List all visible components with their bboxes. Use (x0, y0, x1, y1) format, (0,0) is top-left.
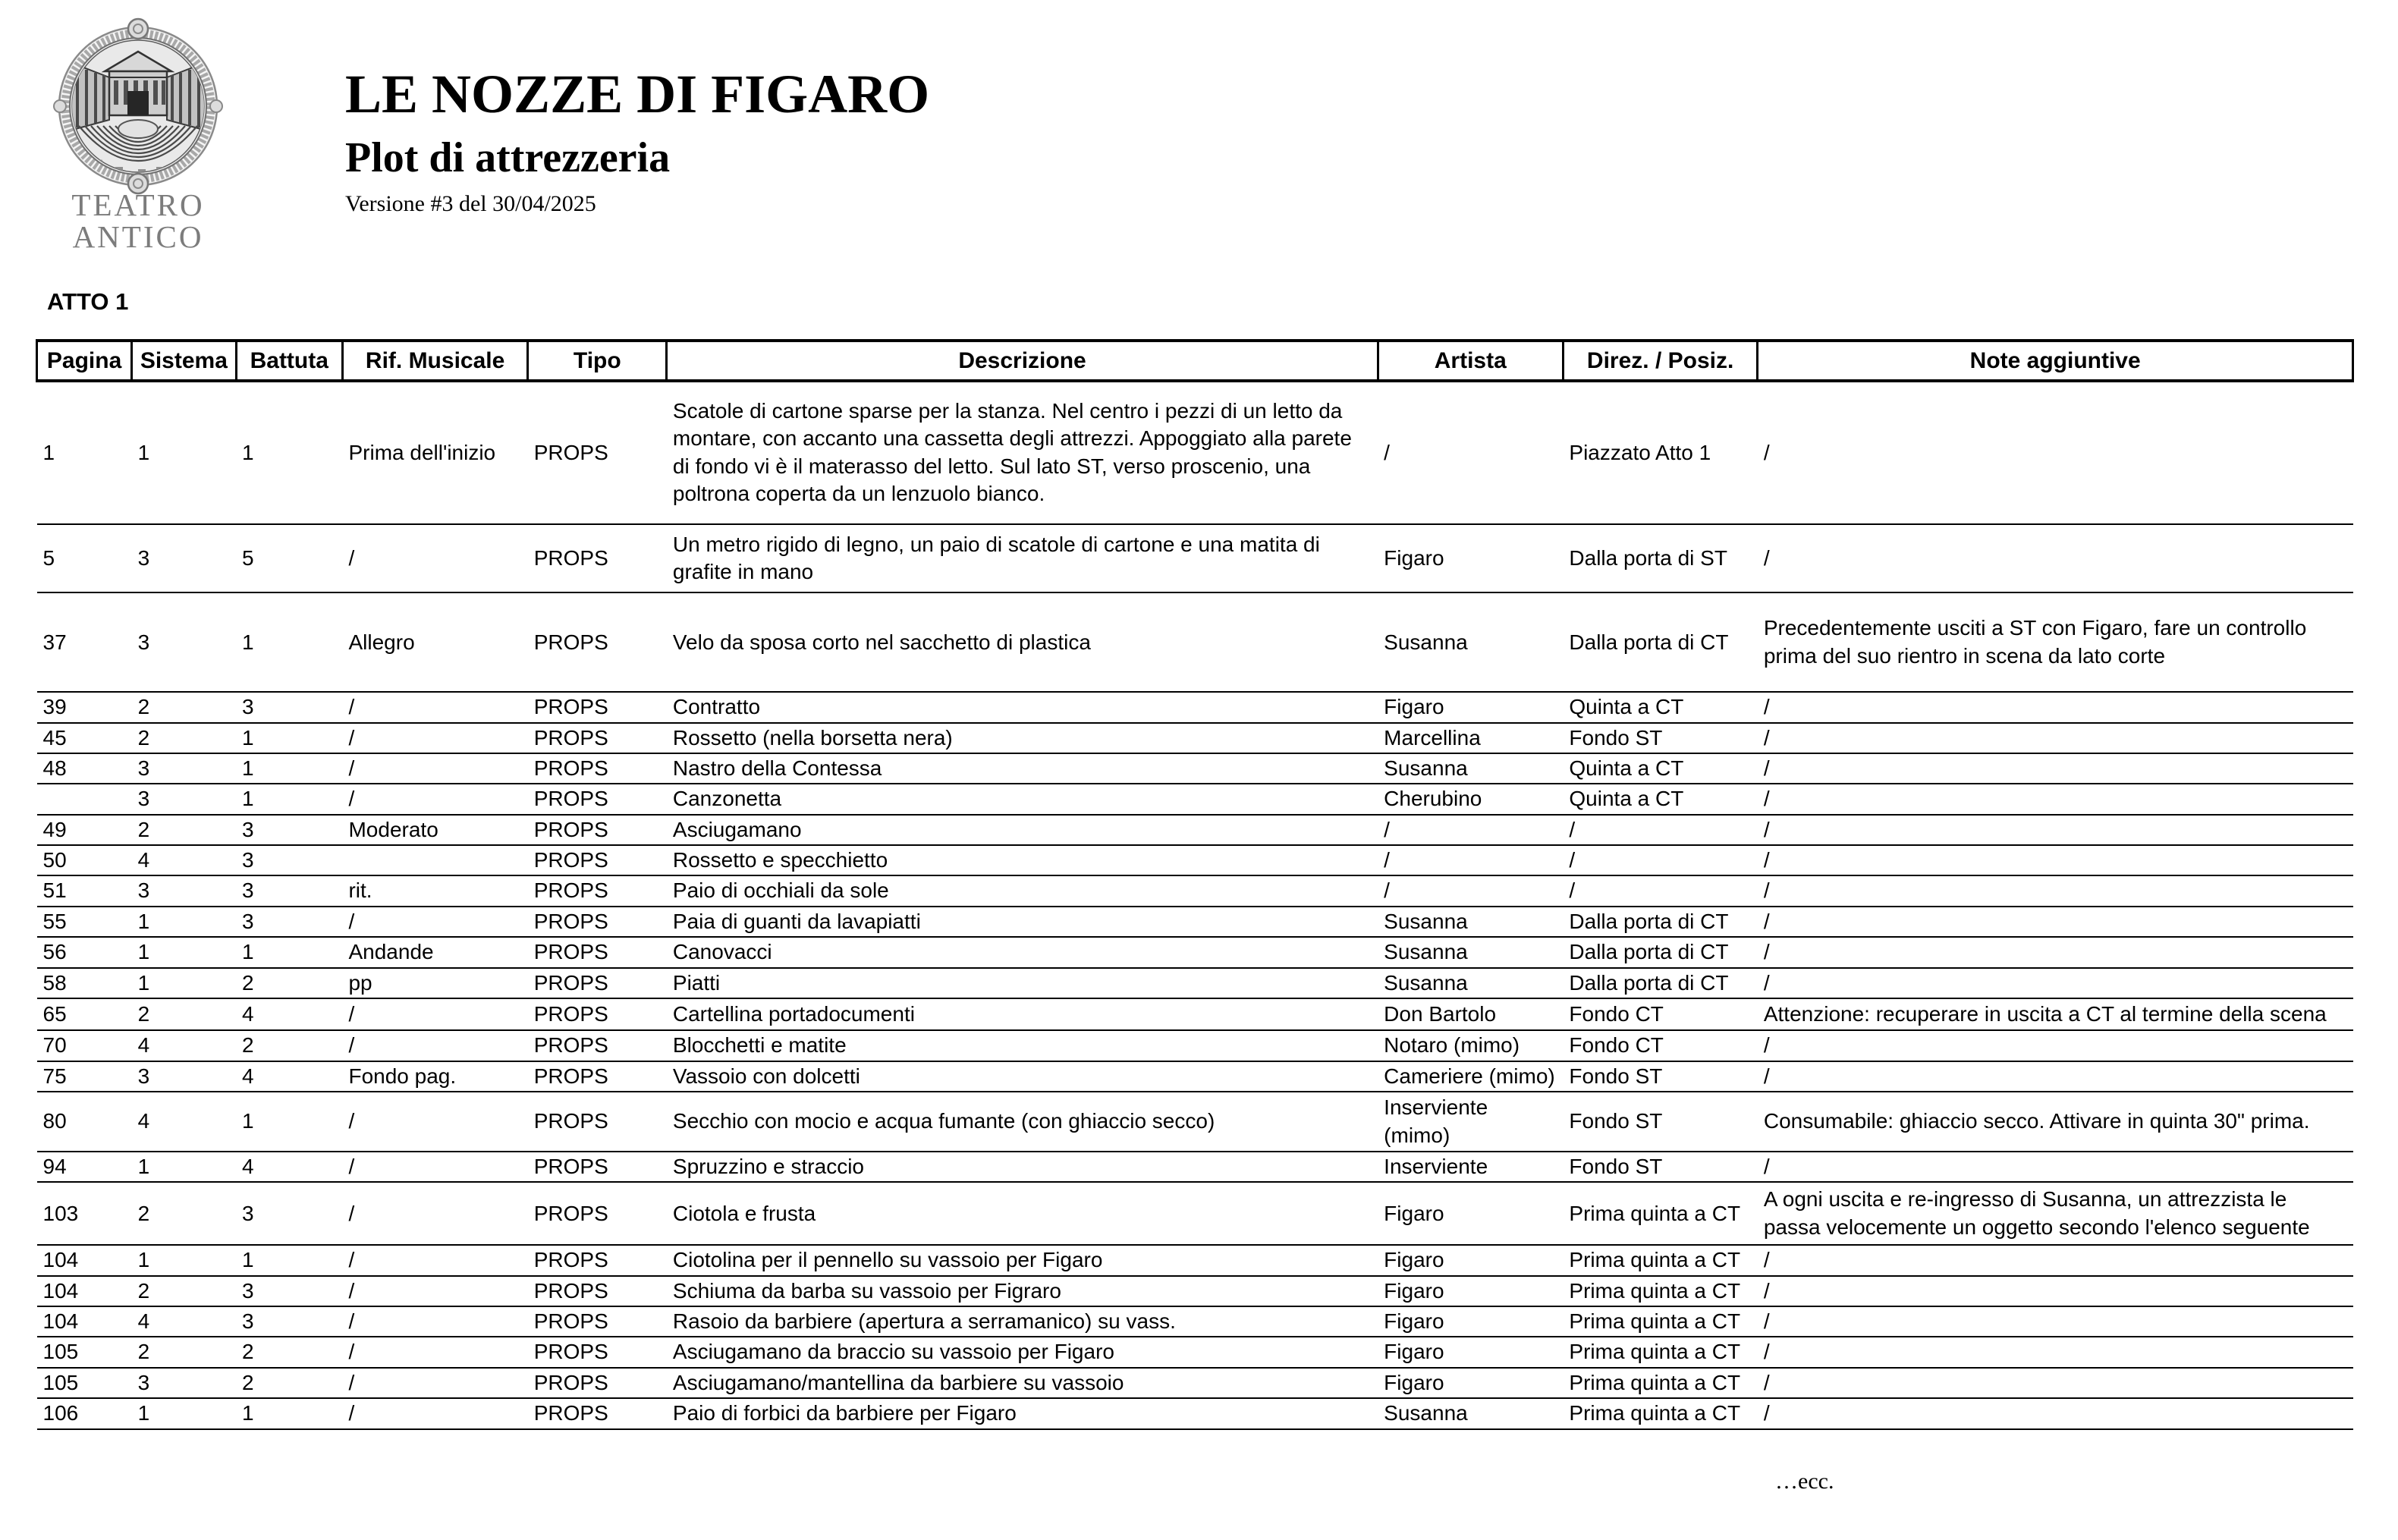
table-cell: Fondo CT (1563, 998, 1757, 1030)
table-cell: / (1758, 524, 2353, 593)
props-plot-table (36, 339, 2354, 1430)
table-cell: 4 (236, 1152, 342, 1182)
table-cell: 103 (37, 1182, 132, 1245)
table-row (37, 784, 2353, 814)
table-cell: Andande (342, 937, 527, 967)
table-cell: 1 (37, 381, 132, 524)
table-cell: 2 (132, 692, 236, 722)
table-cell: Figaro (1378, 1368, 1563, 1398)
table-cell: 3 (132, 784, 236, 814)
table-cell: / (342, 1306, 527, 1337)
table-cell: / (1758, 937, 2353, 967)
document-title: LE NOZZE DI FIGARO (345, 64, 930, 124)
table-cell: 2 (236, 1337, 342, 1367)
table-cell: Susanna (1378, 592, 1563, 692)
table-cell: / (1378, 381, 1563, 524)
table-cell: / (342, 998, 527, 1030)
table-cell: / (342, 784, 527, 814)
table-cell: 1 (132, 1398, 236, 1428)
table-cell: PROPS (528, 524, 667, 593)
table-cell: Paio di occhiali da sole (667, 875, 1378, 906)
table-cell: PROPS (528, 753, 667, 784)
table-cell: Figaro (1378, 1276, 1563, 1306)
table-cell: 51 (37, 875, 132, 906)
table-cell: / (1378, 815, 1563, 845)
column-header: Pagina (37, 341, 132, 381)
table-cell: 104 (37, 1306, 132, 1337)
table-cell: pp (342, 968, 527, 998)
table-cell: Prima dell'inizio (342, 381, 527, 524)
table-cell: / (1758, 1061, 2353, 1092)
table-row (37, 937, 2353, 967)
table-cell: PROPS (528, 845, 667, 875)
table-cell: / (1758, 968, 2353, 998)
table-cell: 104 (37, 1245, 132, 1275)
table-cell: 55 (37, 907, 132, 937)
table-cell: / (1758, 1245, 2353, 1275)
table-cell: / (1758, 1306, 2353, 1337)
table-header (37, 341, 2353, 381)
table-cell: PROPS (528, 1152, 667, 1182)
table-cell: Canzonetta (667, 784, 1378, 814)
table-cell: PROPS (528, 723, 667, 753)
table-cell: 75 (37, 1061, 132, 1092)
table-cell: / (1758, 1030, 2353, 1061)
column-header: Tipo (528, 341, 667, 381)
table-cell: 4 (236, 998, 342, 1030)
table-cell: Attenzione: recuperare in uscita a CT al termine della scena (1758, 998, 2353, 1030)
table-cell: 56 (37, 937, 132, 967)
table-cell: PROPS (528, 1306, 667, 1337)
table-cell: Dalla porta di CT (1563, 907, 1757, 937)
table-cell: Contratto (667, 692, 1378, 722)
table-cell: 39 (37, 692, 132, 722)
table-cell: / (1758, 1337, 2353, 1367)
table-cell: Allegro (342, 592, 527, 692)
table-cell: / (342, 907, 527, 937)
table-cell: PROPS (528, 907, 667, 937)
table-cell: Prima quinta a CT (1563, 1337, 1757, 1367)
table-cell: Rossetto (nella borsetta nera) (667, 723, 1378, 753)
table-cell: Inserviente (1378, 1152, 1563, 1182)
table-cell: / (1758, 907, 2353, 937)
table-cell: 49 (37, 815, 132, 845)
table-cell: Schiuma da barba su vassoio per Figraro (667, 1276, 1378, 1306)
table-cell: Figaro (1378, 692, 1563, 722)
table-header-row (37, 341, 2353, 381)
table-cell: 3 (132, 875, 236, 906)
table-cell: Quinta a CT (1563, 784, 1757, 814)
table-cell: / (342, 524, 527, 593)
table-row (37, 723, 2353, 753)
table-cell: / (1758, 845, 2353, 875)
table-cell: 1 (132, 381, 236, 524)
table-cell: 1 (236, 753, 342, 784)
version-label: Versione #3 del 30/04/2025 (345, 191, 596, 216)
table-cell: PROPS (528, 1398, 667, 1428)
table-row (37, 1061, 2353, 1092)
table-cell: Susanna (1378, 907, 1563, 937)
table-cell: 58 (37, 968, 132, 998)
table-row (37, 845, 2353, 875)
table-cell: PROPS (528, 998, 667, 1030)
table-cell: / (1563, 815, 1757, 845)
table-cell: 1 (236, 381, 342, 524)
table-cell: Canovacci (667, 937, 1378, 967)
table-cell: Don Bartolo (1378, 998, 1563, 1030)
table-cell: 3 (236, 692, 342, 722)
table-cell: 3 (236, 1306, 342, 1337)
table-cell: 1 (236, 592, 342, 692)
column-header: Note aggiuntive (1758, 341, 2353, 381)
table-cell: Susanna (1378, 937, 1563, 967)
table-cell: Fondo ST (1563, 723, 1757, 753)
table-cell: / (1758, 875, 2353, 906)
table-cell: / (1758, 723, 2353, 753)
table-cell: Cartellina portadocumenti (667, 998, 1378, 1030)
table-cell: 3 (236, 845, 342, 875)
table-cell: / (1758, 692, 2353, 722)
title-block (345, 64, 930, 216)
table-cell: Figaro (1378, 1337, 1563, 1367)
table-cell: 2 (132, 1182, 236, 1245)
table-cell: PROPS (528, 1368, 667, 1398)
table-cell: 65 (37, 998, 132, 1030)
table-cell: / (342, 1030, 527, 1061)
table-cell: 3 (132, 1368, 236, 1398)
table-cell: 4 (132, 1092, 236, 1152)
logo-text-line2: ANTICO (72, 219, 204, 253)
column-header: Rif. Musicale (342, 341, 527, 381)
table-cell: 2 (236, 968, 342, 998)
table-cell: 1 (236, 723, 342, 753)
table-cell: 3 (236, 815, 342, 845)
table-cell: / (1758, 815, 2353, 845)
table-cell: Notaro (mimo) (1378, 1030, 1563, 1061)
table-cell: / (1758, 1152, 2353, 1182)
table-cell: Nastro della Contessa (667, 753, 1378, 784)
table-cell: Prima quinta a CT (1563, 1306, 1757, 1337)
table-cell: 2 (132, 1337, 236, 1367)
table-cell: Inserviente (mimo) (1378, 1092, 1563, 1152)
table-cell: 3 (132, 753, 236, 784)
column-header: Artista (1378, 341, 1563, 381)
table-cell: 4 (132, 1030, 236, 1061)
table-row (37, 815, 2353, 845)
table-cell: A ogni uscita e re-ingresso di Susanna, un attrezzista le passa velocemente un oggetto secondo l'elenco seguente (1758, 1182, 2353, 1245)
table-cell: 45 (37, 723, 132, 753)
table-cell: 1 (236, 1245, 342, 1275)
table-row (37, 381, 2353, 524)
table-cell: 37 (37, 592, 132, 692)
table-cell: PROPS (528, 1092, 667, 1152)
table-cell: Ciotola e frusta (667, 1182, 1378, 1245)
table-cell: / (342, 1092, 527, 1152)
table-row (37, 692, 2353, 722)
table-cell: Dalla porta di CT (1563, 937, 1757, 967)
table-cell: / (1758, 753, 2353, 784)
table-cell: Consumabile: ghiaccio secco. Attivare in quinta 30" prima. (1758, 1092, 2353, 1152)
table-cell: Piazzato Atto 1 (1563, 381, 1757, 524)
table-cell: 3 (236, 1182, 342, 1245)
table-cell: Dalla porta di ST (1563, 524, 1757, 593)
table-cell: 2 (236, 1368, 342, 1398)
table-cell: Precedentemente usciti a ST con Figaro, fare un controllo prima del suo rientro in scena da lato corte (1758, 592, 2353, 692)
table-cell: PROPS (528, 937, 667, 967)
table-cell: Quinta a CT (1563, 753, 1757, 784)
table-cell: Paio di forbici da barbiere per Figaro (667, 1398, 1378, 1428)
table-cell: / (1758, 1398, 2353, 1428)
table-cell: 1 (132, 968, 236, 998)
table-cell: Fondo ST (1563, 1092, 1757, 1152)
table-cell: / (1563, 875, 1757, 906)
table-cell: 3 (132, 592, 236, 692)
table-cell: 1 (132, 937, 236, 967)
table-cell: PROPS (528, 968, 667, 998)
table-cell: Fondo CT (1563, 1030, 1757, 1061)
table-row (37, 907, 2353, 937)
table-row (37, 524, 2353, 593)
table-cell: 1 (236, 937, 342, 967)
table-cell: 2 (132, 815, 236, 845)
table-cell: Prima quinta a CT (1563, 1182, 1757, 1245)
table-cell: / (1758, 381, 2353, 524)
table-cell: 70 (37, 1030, 132, 1061)
table-cell: / (342, 723, 527, 753)
table-cell: 4 (132, 1306, 236, 1337)
table-cell: Secchio con mocio e acqua fumante (con ghiaccio secco) (667, 1092, 1378, 1152)
table-cell: 5 (37, 524, 132, 593)
table-row (37, 1182, 2353, 1245)
table-cell: 2 (132, 1276, 236, 1306)
etcetera-note: …ecc. (1775, 1469, 1834, 1494)
table-cell: PROPS (528, 1245, 667, 1275)
table-cell: PROPS (528, 692, 667, 722)
table-row (37, 1368, 2353, 1398)
table-cell: 94 (37, 1152, 132, 1182)
table-cell: Blocchetti e matite (667, 1030, 1378, 1061)
table-cell: 80 (37, 1092, 132, 1152)
table-cell: Rasoio da barbiere (apertura a serramanico) su vass. (667, 1306, 1378, 1337)
table-cell: / (1563, 845, 1757, 875)
table-cell: 48 (37, 753, 132, 784)
table-cell: 4 (236, 1061, 342, 1092)
table-cell: Asciugamano da braccio su vassoio per Figaro (667, 1337, 1378, 1367)
table-cell: PROPS (528, 1337, 667, 1367)
table-row (37, 1306, 2353, 1337)
table-cell: Rossetto e specchietto (667, 845, 1378, 875)
table-cell: Figaro (1378, 1306, 1563, 1337)
table-cell: Prima quinta a CT (1563, 1245, 1757, 1275)
document-subtitle: Plot di attrezzeria (345, 134, 671, 181)
table-cell: rit. (342, 875, 527, 906)
table-cell: Cherubino (1378, 784, 1563, 814)
column-header: Battuta (236, 341, 342, 381)
table-cell (37, 784, 132, 814)
table-row (37, 1152, 2353, 1182)
table-cell: PROPS (528, 784, 667, 814)
table-row (37, 1276, 2353, 1306)
table-cell: PROPS (528, 875, 667, 906)
table-cell: 105 (37, 1337, 132, 1367)
table-row (37, 968, 2353, 998)
table-cell: 106 (37, 1398, 132, 1428)
table-cell: 1 (236, 1398, 342, 1428)
table-cell: 1 (132, 1245, 236, 1275)
table-row (37, 1245, 2353, 1275)
table-cell: Dalla porta di CT (1563, 592, 1757, 692)
table-cell: Fondo pag. (342, 1061, 527, 1092)
logo-text-line1: TEATRO (71, 187, 205, 222)
table-cell: Dalla porta di CT (1563, 968, 1757, 998)
table-cell: PROPS (528, 592, 667, 692)
table-row (37, 592, 2353, 692)
table-cell: Figaro (1378, 524, 1563, 593)
column-header: Descrizione (667, 341, 1378, 381)
table-cell: / (1378, 845, 1563, 875)
table-cell (342, 845, 527, 875)
table-cell: 2 (132, 998, 236, 1030)
table-cell: 5 (236, 524, 342, 593)
column-header: Sistema (132, 341, 236, 381)
table-cell: 1 (132, 907, 236, 937)
table-cell: 1 (132, 1152, 236, 1182)
table-cell: Ciotolina per il pennello su vassoio per Figaro (667, 1245, 1378, 1275)
table-cell: Velo da sposa corto nel sacchetto di plastica (667, 592, 1378, 692)
table-cell: Prima quinta a CT (1563, 1398, 1757, 1428)
table-cell: / (342, 1182, 527, 1245)
table-cell: PROPS (528, 1061, 667, 1092)
table-cell: Asciugamano/mantellina da barbiere su vassoio (667, 1368, 1378, 1398)
column-header: Direz. / Posiz. (1563, 341, 1757, 381)
table-cell: Moderato (342, 815, 527, 845)
table-cell: Spruzzino e straccio (667, 1152, 1378, 1182)
table-cell: PROPS (528, 815, 667, 845)
table-row (37, 1398, 2353, 1428)
act-heading: ATTO 1 (47, 288, 129, 315)
table-cell: / (342, 692, 527, 722)
table-cell: 2 (236, 1030, 342, 1061)
table-cell: 3 (132, 524, 236, 593)
table-cell: Cameriere (mimo) (1378, 1061, 1563, 1092)
table-row (37, 1030, 2353, 1061)
table-cell: Fondo ST (1563, 1152, 1757, 1182)
table-cell: / (1758, 784, 2353, 814)
table-cell: Marcellina (1378, 723, 1563, 753)
table-cell: Susanna (1378, 968, 1563, 998)
table-cell: PROPS (528, 1276, 667, 1306)
table-cell: Vassoio con dolcetti (667, 1061, 1378, 1092)
table-cell: 105 (37, 1368, 132, 1398)
table-cell: / (342, 1337, 527, 1367)
table-cell: / (1378, 875, 1563, 906)
table-cell: Quinta a CT (1563, 692, 1757, 722)
table-cell: 3 (132, 1061, 236, 1092)
table-cell: 3 (236, 1276, 342, 1306)
table-row (37, 875, 2353, 906)
table-cell: / (342, 1398, 527, 1428)
table-cell: Susanna (1378, 1398, 1563, 1428)
table-cell: / (1758, 1276, 2353, 1306)
table-cell: Prima quinta a CT (1563, 1368, 1757, 1398)
table-cell: 2 (132, 723, 236, 753)
table-row (37, 1092, 2353, 1152)
theater-logo (50, 17, 226, 257)
table-cell: Scatole di cartone sparse per la stanza. Nel centro i pezzi di un letto da montare, con accanto una cassetta degli attrezzi. Appoggiato alla parete di fondo vi è il materasso del letto. Sul lato ST, verso proscenio, una poltrona coperta da un lenzuolo bianco. (667, 381, 1378, 524)
table-cell: Un metro rigido di legno, un paio di scatole di cartone e una matita di grafite in mano (667, 524, 1378, 593)
table-cell: PROPS (528, 381, 667, 524)
table-cell: Asciugamano (667, 815, 1378, 845)
table-cell: Prima quinta a CT (1563, 1276, 1757, 1306)
table-cell: 104 (37, 1276, 132, 1306)
table-cell: PROPS (528, 1182, 667, 1245)
table-cell: / (342, 1368, 527, 1398)
table-cell: 1 (236, 784, 342, 814)
table-cell: Piatti (667, 968, 1378, 998)
table-row (37, 998, 2353, 1030)
table-body (37, 381, 2353, 1429)
table-cell: Figaro (1378, 1245, 1563, 1275)
table-cell: / (342, 1276, 527, 1306)
table-cell: / (342, 753, 527, 784)
table-cell: / (342, 1152, 527, 1182)
table-row (37, 1337, 2353, 1367)
table-cell: Susanna (1378, 753, 1563, 784)
table-cell: 3 (236, 875, 342, 906)
theater-medallion-icon (50, 17, 226, 253)
table-cell: / (342, 1245, 527, 1275)
table-cell: 1 (236, 1092, 342, 1152)
table-cell: 50 (37, 845, 132, 875)
table-cell: 4 (132, 845, 236, 875)
table-cell: Paia di guanti da lavapiatti (667, 907, 1378, 937)
table-cell: Figaro (1378, 1182, 1563, 1245)
table-cell: PROPS (528, 1030, 667, 1061)
table-row (37, 753, 2353, 784)
table-cell: / (1758, 1368, 2353, 1398)
table-cell: Fondo ST (1563, 1061, 1757, 1092)
table-cell: 3 (236, 907, 342, 937)
